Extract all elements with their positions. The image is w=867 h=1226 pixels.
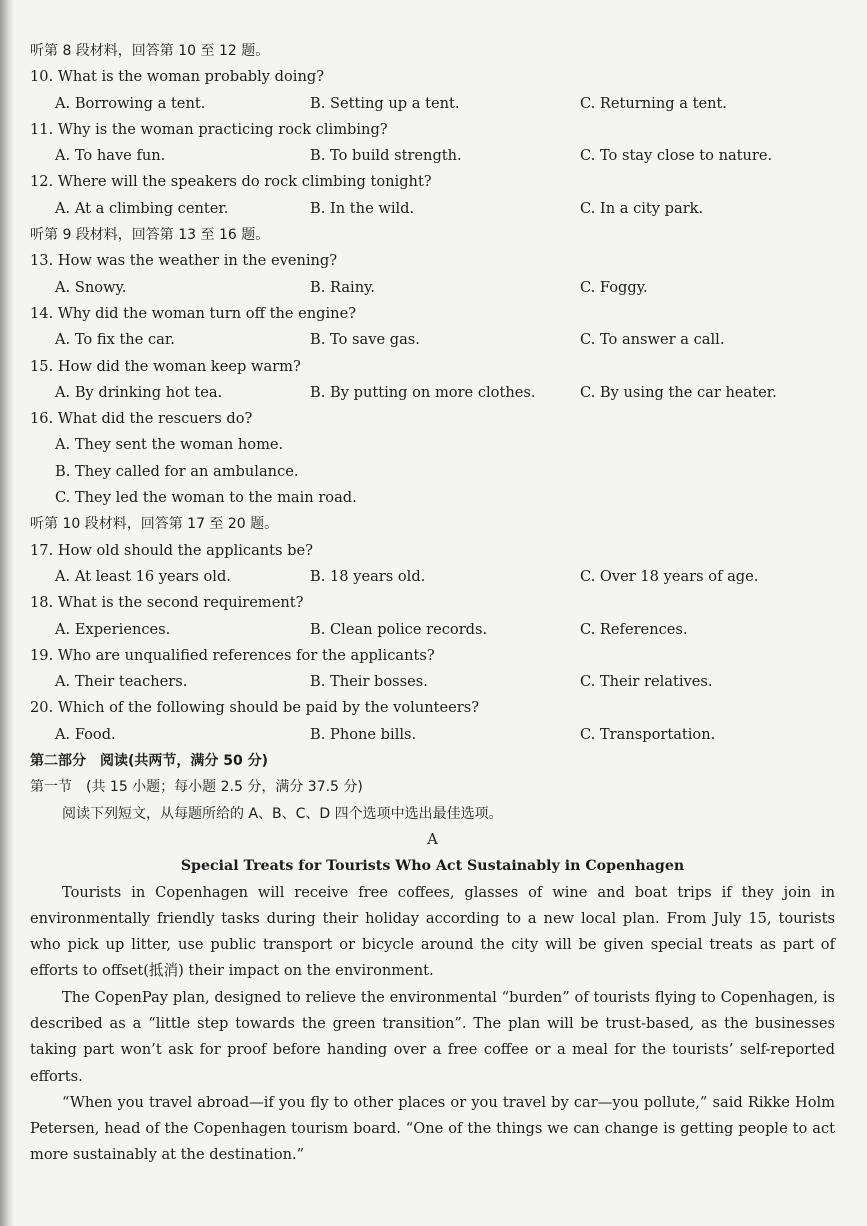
passage-paragraph: “When you travel abroad—if you fly to other places or you travel by car—you pollute,” said Rikke Holm Petersen, head of the Copenhagen tourism board. “One of the things we can change is getting people to act more sustainably at the destination.” (30, 1093, 835, 1164)
option-c: C. References. (580, 620, 688, 638)
question-stem: 15. How did the woman keep warm? (30, 357, 301, 375)
option-b: B. They called for an ambulance. (55, 462, 299, 480)
section-header: 听第 10 段材料，回答第 17 至 20 题。 (30, 516, 279, 533)
section-header: 听第 9 段材料，回答第 13 至 16 题。 (30, 227, 270, 244)
option-row (30, 196, 835, 222)
option-a: A. Borrowing a tent. (55, 94, 206, 112)
option-a: A. Experiences. (55, 620, 171, 638)
option-c: C. Transportation. (580, 725, 716, 743)
section-title: 第一节 (共 15 小题；每小题 2.5 分，满分 37.5 分) (30, 779, 363, 796)
section-header: 听第 8 段材料，回答第 10 至 12 题。 (30, 43, 270, 59)
option-a: A. Snowy. (55, 278, 127, 296)
option-a: A. Food. (55, 725, 116, 743)
option-a: A. To fix the car. (55, 331, 175, 349)
option-b: B. In the wild. (310, 199, 415, 217)
option-b: B. By putting on more clothes. (310, 383, 536, 401)
question-stem: 18. What is the second requirement? (30, 594, 304, 612)
option-a: A. By drinking hot tea. (55, 383, 223, 401)
question-stem: 19. Who are unqualified references for the applicants? (30, 646, 435, 664)
passage-title: Special Treats for Tourists Who Act Sustainably in Copenhagen (180, 858, 685, 875)
option-a: A. Their teachers. (55, 673, 188, 691)
option-c: C. They led the woman to the main road. (55, 489, 357, 507)
option-c: C. By using the car heater. (580, 383, 777, 401)
option-c: C. To answer a call. (580, 331, 725, 349)
option-row (30, 91, 835, 117)
question-stem: 13. How was the weather in the evening? (30, 252, 338, 270)
question-stem: 12. Where will the speakers do rock climbing tonight? (30, 173, 432, 191)
passage-paragraph: Tourists in Copenhagen will receive free coffees, glasses of wine and boat trips if they join in environmentally friendly tasks during their holiday according to a new local plan. From July 15, tourists who pick up litter, use public transport or bicycle around the city will be given special treats as part of efforts to offset(抵消) their impact on the environment. (30, 883, 835, 980)
question-stem: 16. What did the rescuers do? (30, 410, 253, 428)
question-stem: 17. How old should the applicants be? (30, 541, 313, 559)
option-c: C. Their relatives. (580, 673, 713, 691)
option-b: B. Rainy. (310, 278, 376, 296)
question-stem: 14. Why did the woman turn off the engine? (30, 304, 357, 322)
option-c: C. Over 18 years of age. (580, 567, 759, 585)
question-stem: 11. Why is the woman practicing rock climbing? (30, 120, 388, 138)
scan-edge-shadow (0, 0, 14, 1226)
option-row (30, 722, 835, 748)
option-c: C. Foggy. (580, 278, 648, 296)
option-c: C. In a city park. (580, 199, 704, 217)
option-row (30, 669, 835, 695)
exam-page (30, 38, 835, 1169)
option-c: C. Returning a tent. (580, 94, 727, 112)
option-row (30, 564, 835, 590)
passage-paragraph: The CopenPay plan, designed to relieve the environmental “burden” of tourists flying to Copenhagen, is described as a “little step towards the green transition”. The plan will be trust-based, as the businesses taking part won’t ask for proof before handing over a free coffee or a meal for the tourists’ self-reported efforts. (30, 988, 835, 1085)
option-a: A. They sent the woman home. (55, 436, 284, 454)
option-row (30, 617, 835, 643)
option-a: A. At least 16 years old. (55, 567, 231, 585)
option-b: B. Their bosses. (310, 673, 428, 691)
option-b: B. Phone bills. (310, 725, 417, 743)
option-row (30, 143, 835, 169)
option-c: C. To stay close to nature. (580, 147, 773, 165)
part-title: 第二部分 阅读(共两节，满分 50 分) (30, 753, 269, 770)
instruction-text: 阅读下列短文，从每题所给的 A、B、C、D 四个选项中选出最佳选项。 (62, 805, 503, 822)
option-b: B. To save gas. (310, 331, 420, 349)
option-b: B. To build strength. (310, 147, 462, 165)
option-b: B. Clean police records. (310, 620, 488, 638)
option-b: B. Setting up a tent. (310, 94, 460, 112)
option-row (30, 380, 835, 406)
option-row (30, 327, 835, 353)
option-b: B. 18 years old. (310, 567, 426, 585)
option-row (30, 275, 835, 301)
option-a: A. To have fun. (55, 147, 166, 165)
question-stem: 10. What is the woman probably doing? (30, 68, 325, 86)
passage-letter: A (427, 830, 438, 848)
question-stem: 20. Which of the following should be paid by the volunteers? (30, 699, 480, 717)
option-a: A. At a climbing center. (55, 199, 229, 217)
